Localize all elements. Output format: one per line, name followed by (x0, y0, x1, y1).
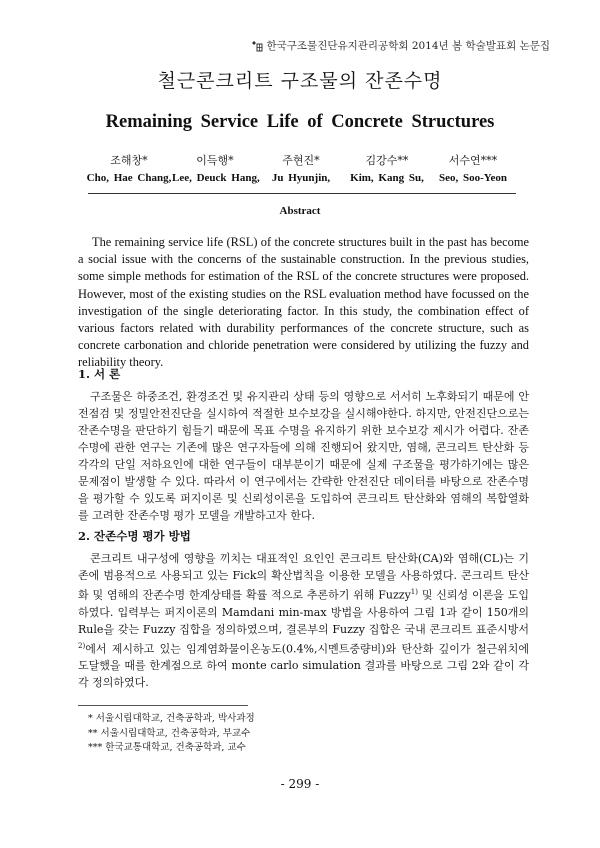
journal-name: 한국구조물진단유지관리공학회 2014년 봄 학술발표회 논문집 (266, 40, 550, 52)
page-number: - 299 - (280, 777, 320, 791)
author-list (86, 152, 516, 184)
author-korean: 조해창* (110, 154, 148, 167)
author-english: Kim, Kang Su, (350, 172, 424, 184)
author-english: Ju Hyunjin, (271, 172, 331, 184)
abstract-heading: Abstract (279, 205, 321, 217)
author-korean: 주현진* (282, 154, 320, 167)
author-korean: 서수연*** (448, 154, 498, 167)
section-2-text-c: 에서 제시하고 있는 임계염화물이온농도(0.4%,시멘트중량비)와 탄산화 깊이가 철근위치에 도달했을 때를 한계점으로 하여 monte carlo simulation 결과를 바탕으로 그림 2와 같이 각각 정의하였다. (78, 642, 529, 690)
section-2-text-b: 및 신뢰성 이론을 도입하였다. 입력부는 퍼지이론의 Mamdani min-max 방법을 사용하여 그림 1과 같이 150개의 Rule을 갖는 Fuzzy 집합을 정의하였으며, 결론부의 Fuzzy 집합은 국내 콘크리트 표준시방서 (78, 588, 530, 636)
author-names-korean (86, 152, 516, 168)
footnote-divider (78, 705, 248, 706)
section-2-heading: 2. 잔존수명 평가 방법 (78, 529, 191, 543)
section-2-text (78, 550, 529, 691)
author-english: Lee, Deuck Hang, (172, 172, 260, 184)
author-english: Seo, Soo-Yeon (438, 172, 507, 184)
footnote: * 서울시립대학교, 건축공학과, 박사과정 (88, 713, 255, 724)
section-1-text: 구조물은 하중조건, 환경조건 및 유지관리 상태 등의 영향으로 서서히 노후화되기 때문에 안전점검 및 정밀안전진단을 실시하여 적절한 보수보강을 실시해야한다. 하지만, 안전진단으로는 잔존수명을 판단하기 힘들기 때문에 목표 수명을 유지하기 위한 보수보강 제시가 어렵다. 잔존수명에 관한 연구는 기존에 많은 연구자들에 의해 진행되어 왔지만, 염해, 콘크리트 탄산화 등 각각의 단일 저하요인에 대한 연구들이 대부분이기 때문에 실제 구조물을 평가하기에는 많은 문제점이 발생할 수 있다. 따라서 이 연구에서는 간략한 안전진단 데이터를 바탕으로 잔존수명을 평가할 수 있도록 퍼지이론 및 신뢰성이론을 도입하여 콘크리트 탄산화와 염해의 복합열화를 고려한 잔존수명 평가 모델을 개발하고자 한다. (78, 390, 529, 522)
title-korean: 철근콘크리트 구조물의 잔존수명 (157, 70, 443, 92)
footnotes (88, 712, 255, 756)
section-1-heading: 1. 서 론 (78, 367, 121, 381)
author-korean: 이득행* (196, 154, 234, 167)
abstract-text: The remaining service life (RSL) of the concrete structures built in the past has become a social issue with the concerns of the sustainable construction. In the previous studies, some simple methods for estimation of the RSL of the concrete structures were proposed. However, most of the existing studies on the RSL evaluation method have focussed on the investigation of the single deteriorating factor. In this study, the combination effect of various factors related with durability performances of the concrete structure, such as concrete carbonation and chloride penetration were considered by utilizing the fuzzy and reliability theory. (78, 235, 529, 370)
footnote: ** 서울시립대학교, 건축공학과, 부교수 (88, 727, 251, 739)
society-logo-icon (251, 40, 263, 52)
author-names-english (86, 172, 516, 184)
author-divider (88, 193, 516, 194)
author-english: Cho, Hae Chang, (86, 172, 172, 184)
reference-2: 2) (78, 641, 86, 650)
reference-1: 1) (410, 588, 418, 596)
section-2-text-a: 콘크리트 내구성에 영향을 끼치는 대표적인 요인인 콘크리트 탄산화(CA)와 염해(CL)는 기존에 범용적으로 사용되고 있는 Fick의 확산법칙을 이용한 모델을 사용하였다. 콘크리트 탄산화 및 염해의 잔존수명 한계상태를 확률 적으로 추론하기 위해 Fuzzy (78, 552, 529, 602)
title-english: Remaining Service Life of Concrete Structures (105, 112, 495, 132)
journal-header (251, 38, 550, 53)
footnote: *** 한국교통대학교, 건축공학과, 교수 (88, 742, 246, 753)
author-korean: 김강수** (365, 154, 409, 167)
